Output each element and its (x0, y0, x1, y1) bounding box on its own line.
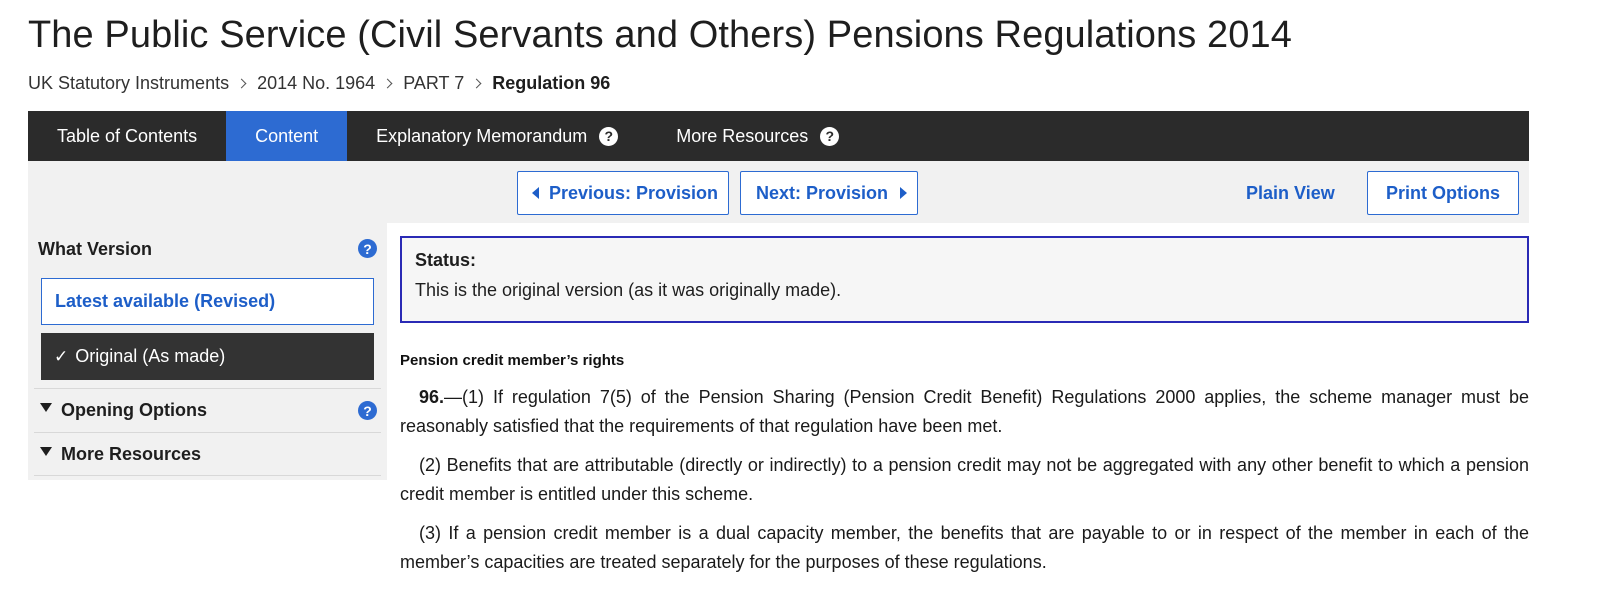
breadcrumb-item-part-7[interactable]: PART 7 (403, 73, 465, 93)
version-latest-available-button[interactable] (41, 278, 374, 325)
chevron-right-icon (237, 79, 247, 89)
next-provision-label: Next: Provision (756, 182, 889, 203)
more-resources-label: More Resources (61, 443, 202, 464)
version-original-label: Original (As made) (75, 346, 226, 366)
provision-paragraph-1 (400, 383, 1529, 441)
breadcrumb-item-current: Regulation 96 (492, 73, 611, 93)
tab-more-resources[interactable] (647, 111, 868, 161)
provision-number: 96. (419, 387, 445, 407)
tab-label: Content (255, 125, 319, 146)
provision-paragraph-3: (3) If a pension credit member is a dual capacity member, the benefits that are payable to or in respect of the member in each of the member’s capacities are treated separately for the purposes of these regulations. (400, 523, 1529, 572)
divider (34, 475, 381, 476)
chevron-right-icon (383, 79, 393, 89)
breadcrumb-item-2014-no-1964[interactable]: 2014 No. 1964 (257, 73, 376, 93)
help-circle-icon[interactable]: ? (358, 401, 377, 420)
tab-label: Explanatory Memorandum (376, 125, 588, 146)
sidebar (28, 223, 387, 480)
tab-table-of-contents[interactable] (28, 111, 226, 161)
provision-heading: Pension credit member’s rights (400, 352, 625, 369)
plain-view-link[interactable]: Plain View (1246, 182, 1335, 203)
triangle-right-icon (900, 187, 907, 199)
page-title: The Public Service (Civil Servants and Others) Pensions Regulations 2014 (28, 14, 1292, 56)
help-circle-icon[interactable]: ? (358, 239, 377, 258)
chevron-right-icon (472, 79, 482, 89)
status-box (400, 236, 1529, 323)
status-label: Status: (415, 250, 477, 270)
opening-options-toggle[interactable] (40, 393, 207, 427)
previous-provision-label: Previous: Provision (549, 182, 719, 203)
next-provision-button[interactable] (740, 171, 918, 215)
print-options-button[interactable] (1367, 171, 1519, 215)
tab-label: Table of Contents (57, 125, 198, 146)
tab-content[interactable] (226, 111, 347, 161)
tab-label: More Resources (676, 125, 809, 146)
version-original-button[interactable] (41, 333, 374, 380)
tab-bar (28, 111, 1529, 161)
breadcrumb (28, 73, 610, 94)
opening-options-label: Opening Options (61, 399, 207, 420)
triangle-down-icon (40, 403, 52, 412)
what-version-heading: What Version (38, 239, 153, 259)
triangle-left-icon (532, 187, 539, 199)
toolbar (28, 161, 1529, 223)
help-circle-icon[interactable]: ? (599, 127, 618, 146)
previous-provision-button[interactable] (517, 171, 729, 215)
checkmark-icon: ✓ (54, 346, 69, 366)
triangle-down-icon (40, 447, 52, 456)
tab-explanatory-memorandum[interactable] (347, 111, 647, 161)
paragraph-text: —(1) If regulation 7(5) of the Pension Sharing (Pension Credit Benefit) Regulations 2000 applies, the scheme manager must be reasonably satisfied that the requirements of that regulation have been met. (400, 387, 1529, 436)
provision-paragraph-2: (2) Benefits that are attributable (directly or indirectly) to a pension credit may not be aggregated with any other benefit to which a pension credit member is entitled under this scheme. (400, 455, 1529, 504)
divider (34, 432, 381, 433)
divider (34, 388, 381, 389)
version-latest-label: Latest available (Revised) (55, 291, 276, 311)
status-text: This is the original version (as it was originally made). (415, 280, 842, 300)
help-circle-icon[interactable]: ? (820, 127, 839, 146)
print-options-label: Print Options (1386, 182, 1500, 203)
more-resources-toggle[interactable] (40, 437, 201, 471)
breadcrumb-item-uk-statutory-instruments[interactable]: UK Statutory Instruments (28, 73, 230, 93)
